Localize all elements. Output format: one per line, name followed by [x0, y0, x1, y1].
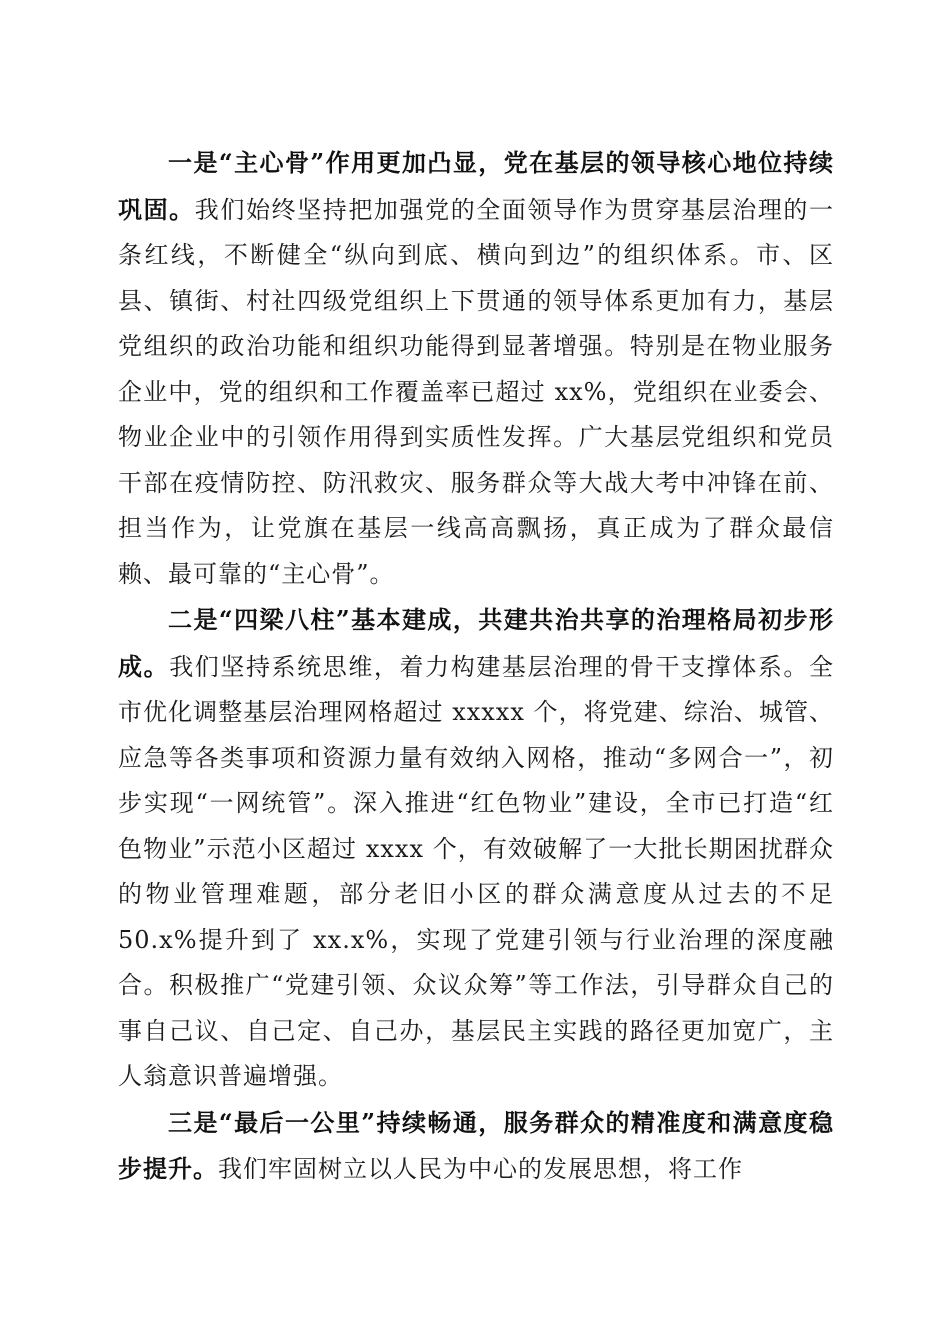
paragraph-1-lead: 一是“主心骨”作用更加凸显，党在基层的领导核心地位持续巩固。 — [118, 148, 834, 224]
paragraph-2 — [118, 597, 834, 1100]
paragraph-3-body: 我们牢固树立以人民为中心的发展思想，将工作 — [218, 1155, 743, 1183]
paragraph-1 — [118, 140, 834, 597]
paragraph-3-lead: 三是“最后一公里”持续畅通，服务群众的精准度和满意度稳步提升。 — [118, 1107, 834, 1183]
paragraph-2-lead: 二是“四梁八柱”基本建成，共建共治共享的治理格局初步形成。 — [118, 605, 834, 681]
paragraph-1-body: 我们始终坚持把加强党的全面领导作为贯穿基层治理的一条红线，不断健全“纵向到底、横向到边”的组织体系。市、区县、镇街、村社四级党组织上下贯通的领导体系更加有力，基层党组织的政治功能和组织功能得到显著增强。特别是在物业服务企业中，党的组织和工作覆盖率已超过 xx%，党组织在业委会、物业企业中的引领作用得到实质性发挥。广大基层党组织和党员干部在疫情防控、防汛救灾、服务群众等大战大考中冲锋在前、担当作为，让党旗在基层一线高高飘扬，真正成为了群众最信赖、最可靠的“主心骨”。 — [118, 195, 835, 588]
document-body — [118, 140, 834, 1193]
paragraph-3 — [118, 1100, 834, 1193]
paragraph-2-body: 我们坚持系统思维，着力构建基层治理的骨干支撑体系。全市优化调整基层治理网格超过 xxxxx 个，将党建、综治、城管、应急等各类事项和资源力量有效纳入网格，推动“多网合一”，初步实现“一网统管”。深入推进“红色物业”建设，全市已打造“红色物业”示范小区超过 xxxx 个，有效破解了一大批长期困扰群众的物业管理难题，部分老旧小区的群众满意度从过去的不足 50.x%提升到了 xx.x%，实现了党建引领与行业治理的深度融合。积极推广“党建引领、众议众筹”等工作法，引导群众自己的事自己议、自己定、自己办，基层民主实践的路径更加宽广，主人翁意识普遍增强。 — [118, 652, 835, 1090]
